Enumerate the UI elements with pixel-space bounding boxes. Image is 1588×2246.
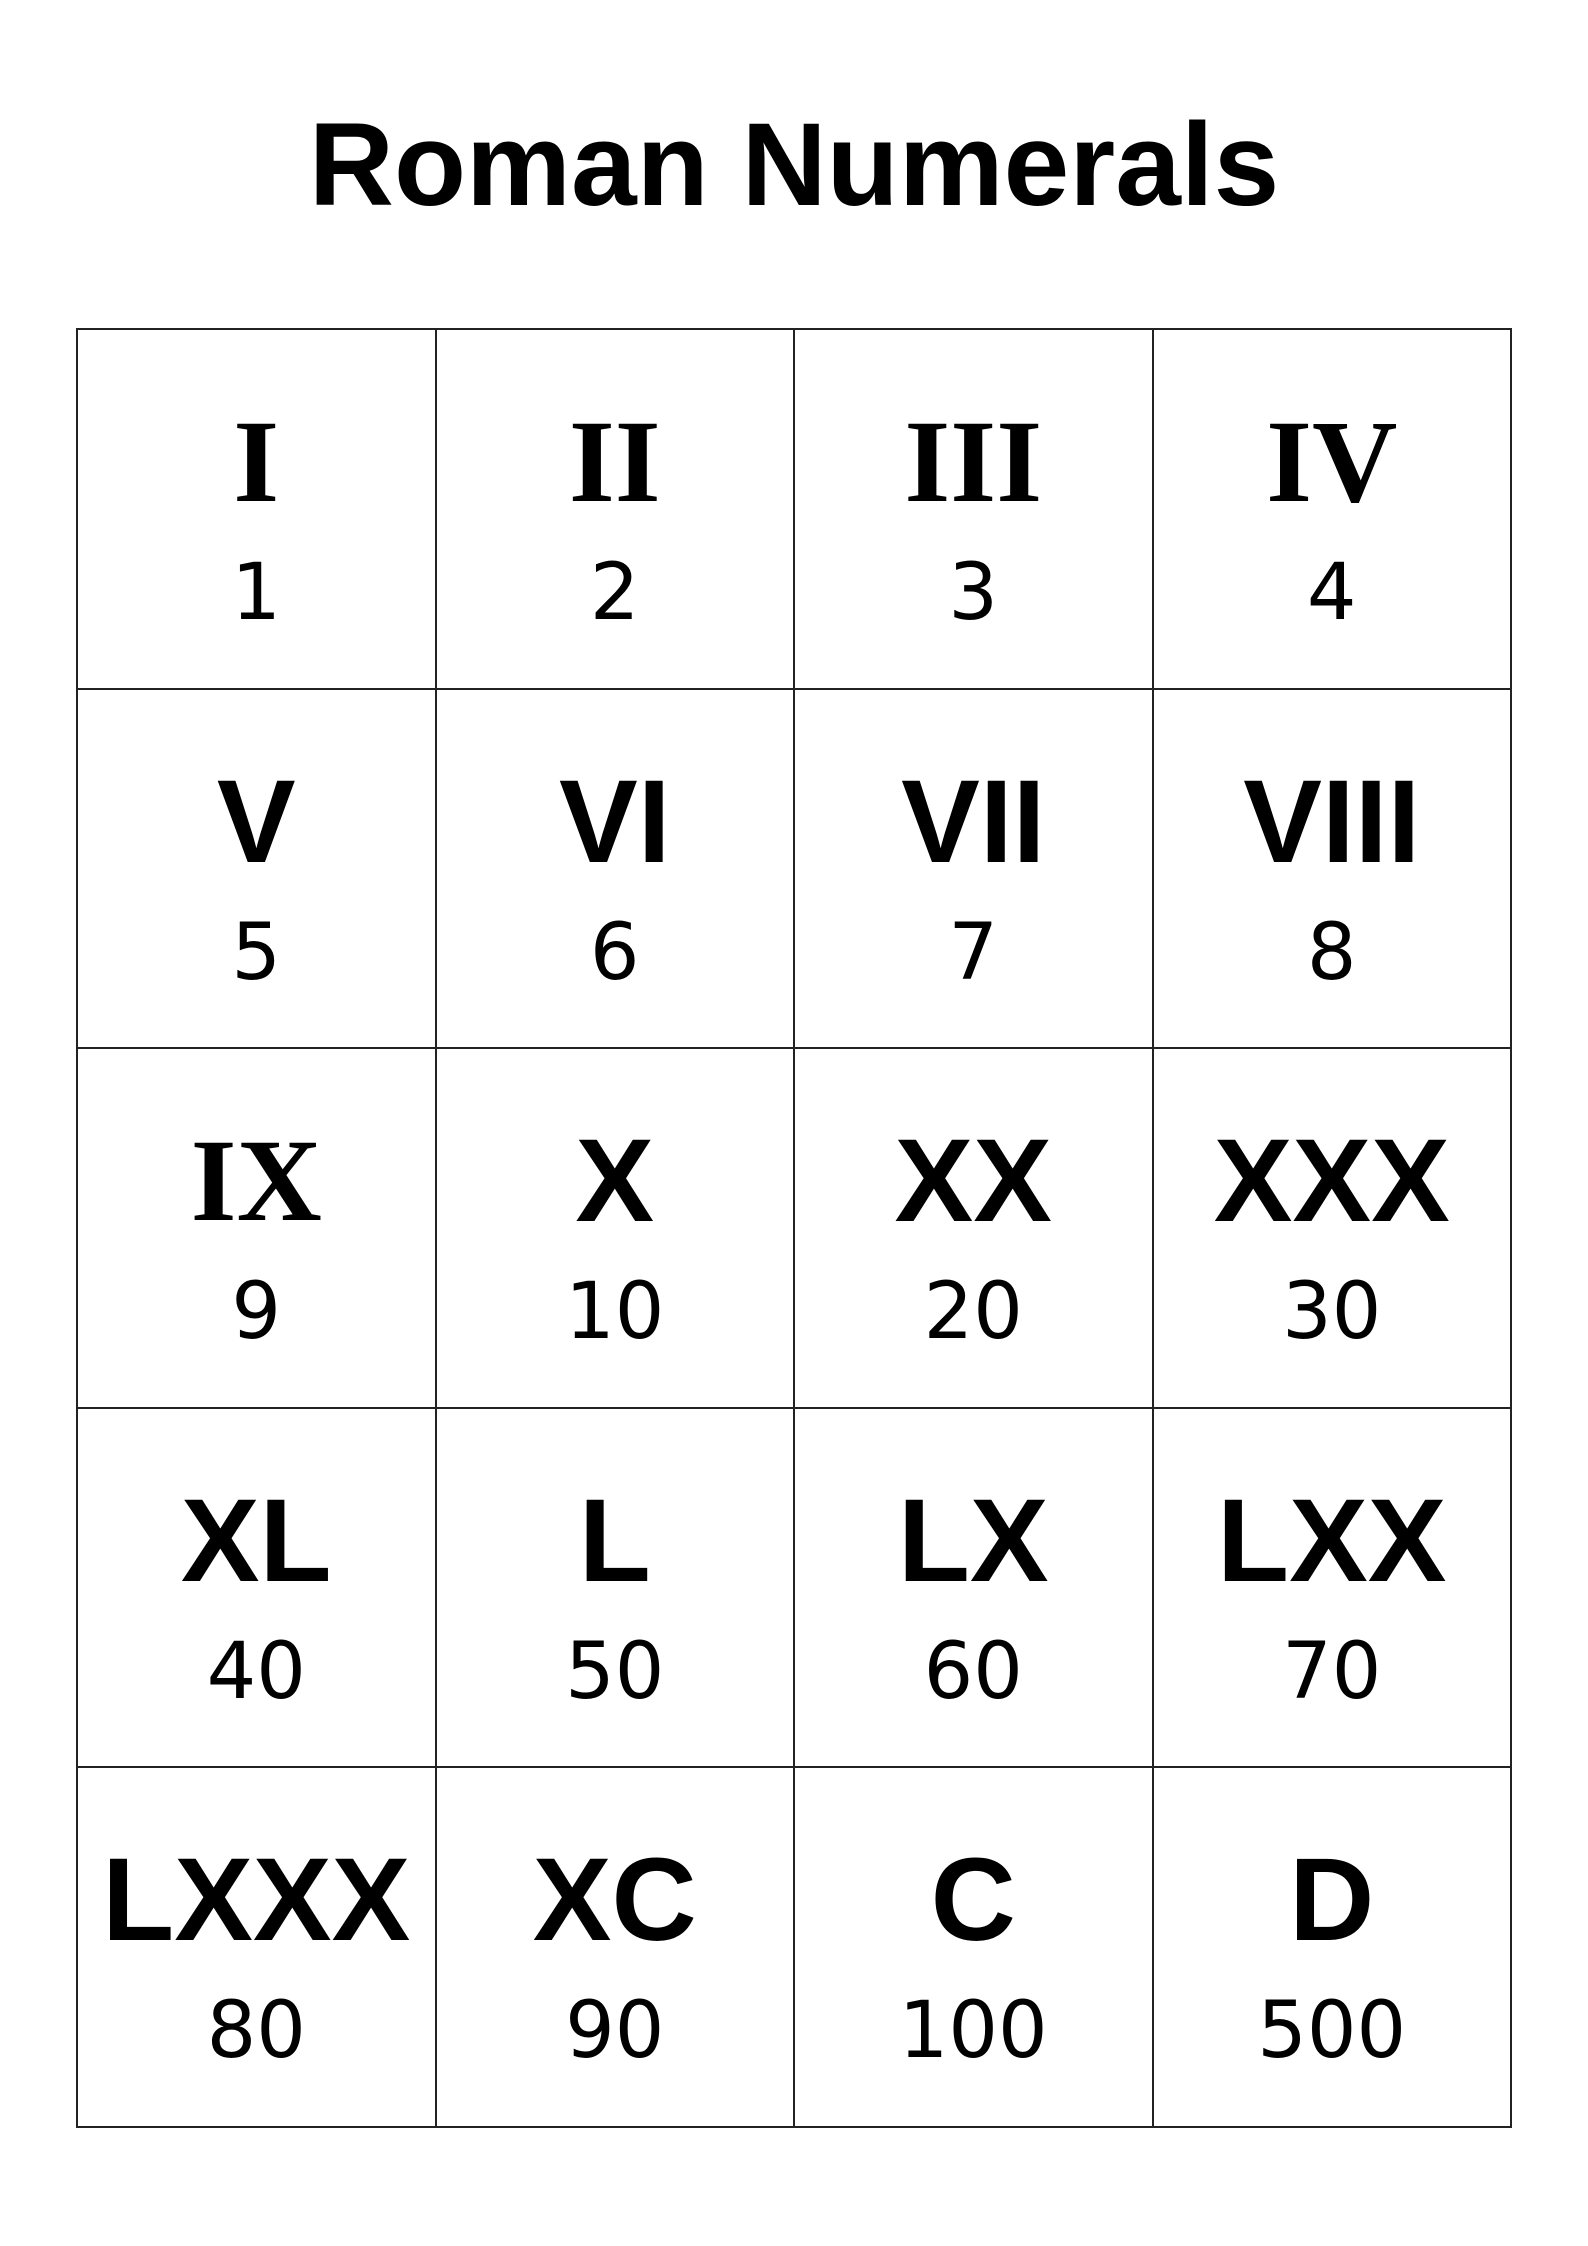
numeral-cell: [78, 1768, 437, 2128]
page-title: Roman Numerals: [308, 99, 1280, 231]
arabic-value: 20: [923, 1267, 1023, 1358]
arabic-value: 500: [1257, 1986, 1407, 2077]
arabic-value: 6: [589, 907, 640, 998]
arabic-value: 70: [1282, 1626, 1382, 1717]
arabic-value: 90: [565, 1986, 665, 2077]
roman-numeral: LXX: [1217, 1474, 1447, 1607]
arabic-value: 100: [898, 1986, 1048, 2077]
arabic-value: 9: [231, 1267, 282, 1358]
roman-numeral: LX: [897, 1474, 1049, 1607]
roman-numeral: VI: [559, 755, 671, 888]
arabic-value: 2: [589, 548, 640, 638]
roman-numeral: XX: [894, 1115, 1052, 1248]
numeral-cell: [78, 1409, 437, 1769]
numeral-cell: [1154, 1768, 1513, 2128]
arabic-value: 7: [948, 907, 999, 998]
arabic-value: 8: [1306, 907, 1357, 998]
roman-numeral: XC: [532, 1834, 697, 1967]
numeral-cell: [437, 1768, 796, 2128]
roman-numeral: III: [904, 396, 1043, 527]
roman-numeral: V: [216, 755, 296, 888]
numeral-cell: [1154, 1049, 1513, 1409]
roman-numeral: L: [578, 1474, 651, 1607]
numeral-cell: [437, 690, 796, 1050]
arabic-value: 50: [565, 1626, 665, 1717]
numeral-cell: [795, 1409, 1154, 1769]
arabic-value: 30: [1282, 1267, 1382, 1358]
roman-numeral: XL: [180, 1474, 332, 1607]
numeral-cell: [1154, 330, 1513, 690]
arabic-value: 4: [1306, 548, 1357, 638]
arabic-value: 1: [231, 548, 282, 638]
roman-numeral: IX: [190, 1115, 322, 1247]
numeral-cell: [78, 690, 437, 1050]
arabic-value: 5: [231, 907, 282, 998]
numeral-cell: [795, 330, 1154, 690]
roman-numeral: I: [233, 396, 280, 527]
numeral-cell: [795, 1049, 1154, 1409]
numeral-cell: [78, 1049, 437, 1409]
numeral-cell: [437, 1049, 796, 1409]
roman-numeral: XXX: [1213, 1115, 1450, 1248]
numeral-cell: [795, 690, 1154, 1050]
roman-numeral: IV: [1266, 396, 1398, 527]
numeral-cell: [1154, 1409, 1513, 1769]
arabic-value: 40: [206, 1626, 306, 1717]
numeral-table: [76, 328, 1512, 2128]
numeral-cell: [795, 1768, 1154, 2128]
numeral-cell: [1154, 690, 1513, 1050]
arabic-value: 80: [206, 1986, 306, 2077]
arabic-value: 10: [565, 1267, 665, 1358]
numeral-cell: [437, 1409, 796, 1769]
roman-numeral: VIII: [1243, 755, 1421, 888]
arabic-value: 60: [923, 1626, 1023, 1717]
roman-numeral: D: [1289, 1834, 1375, 1967]
roman-numeral: LXXX: [102, 1834, 411, 1967]
roman-numeral: X: [575, 1115, 655, 1248]
roman-numeral: VII: [901, 755, 1046, 888]
numeral-cell: [437, 330, 796, 690]
numeral-cell: [78, 330, 437, 690]
roman-numeral: C: [930, 1834, 1016, 1967]
arabic-value: 3: [948, 548, 999, 638]
roman-numeral: II: [568, 396, 661, 527]
